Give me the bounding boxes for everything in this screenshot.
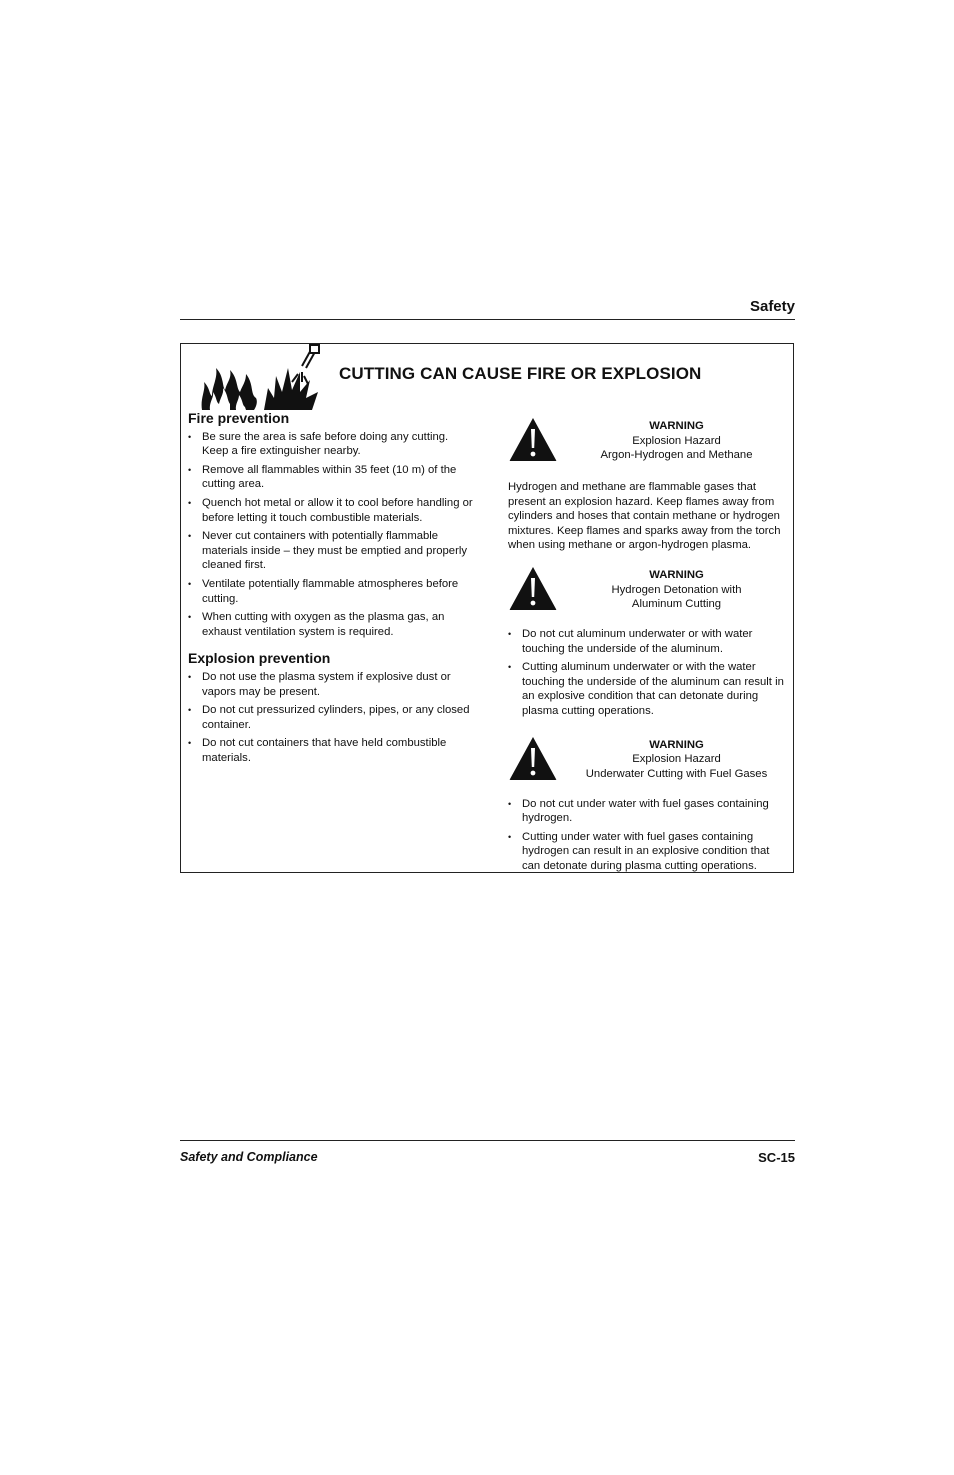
warning-line: Explosion Hazard (632, 753, 721, 766)
list-item: • Ventilate potentially flammable atmospheres before cutting. (188, 577, 473, 606)
list-item: • Do not cut under water with fuel gases containing hydrogen. (508, 797, 790, 826)
box-title: CUTTING CAN CAUSE FIRE OR EXPLOSION (339, 364, 702, 383)
list-item: • Remove all flammables within 35 feet (10 m) of the cutting area. (188, 463, 473, 492)
right-column (508, 416, 790, 878)
footer-title: Safety and Compliance (180, 1150, 318, 1164)
warning-block (508, 735, 790, 783)
footer-divider (180, 1140, 795, 1141)
list-item: • Do not cut pressurized cylinders, pipes, or any closed container. (188, 703, 473, 732)
warning-title: WARNING (649, 420, 704, 432)
warning-paragraph: Hydrogen and methane are flammable gases that present an explosion hazard. Keep flames away from cylinders and hoses that contain methane or hydrogen mixtures. Keep flames and sparks away from the torch when using methane or argon-hydrogen plasma. (508, 481, 781, 552)
warning-list (508, 797, 790, 874)
list-item: • Cutting aluminum underwater or with the water touching the underside of the aluminum can result in an explosive condition that can detonate during plasma cutting operations. (508, 660, 790, 718)
warning-triangle-icon (508, 565, 558, 611)
list-item: • When cutting with oxygen as the plasma gas, an exhaust ventilation system is required. (188, 610, 473, 639)
list-item: • Cutting under water with fuel gases containing hydrogen can result in an explosive condition that can detonate during plasma cutting operations. (508, 830, 790, 874)
page-number: SC-15 (758, 1150, 795, 1165)
warning-title: WARNING (649, 568, 704, 581)
section-title: Safety (749, 298, 795, 315)
warning-title: WARNING (649, 738, 704, 751)
list-item: • Be sure the area is safe before doing any cutting. Keep a fire extinguisher nearby. (188, 430, 473, 459)
warning-triangle-icon (508, 416, 558, 462)
list-item: • Do not use the plasma system if explosive dust or vapors may be present. (188, 670, 473, 699)
left-column (188, 411, 473, 769)
warning-block (508, 565, 790, 613)
explosion-icon (262, 344, 322, 410)
warning-block (508, 416, 790, 464)
list-item: • Do not cut aluminum underwater or with water touching the underside of the aluminum. (508, 627, 790, 656)
list-item: • Never cut containers with potentially flammable materials inside – they must be emptied and properly cleaned first. (188, 529, 473, 573)
explosion-prevention-list (188, 670, 473, 766)
warning-line: Argon-Hydrogen and Methane (600, 449, 753, 462)
warning-line: Aluminum Cutting (631, 598, 722, 611)
warning-line: Explosion Hazard (632, 434, 721, 447)
fire-icon (200, 360, 258, 410)
warning-line: Underwater Cutting with Fuel Gases (585, 767, 768, 780)
list-item: • Do not cut containers that have held combustible materials. (188, 736, 473, 765)
fire-prevention-list (188, 430, 473, 640)
warning-list (508, 627, 790, 719)
fire-prevention-heading: Fire prevention (188, 410, 290, 426)
header-divider (180, 319, 795, 320)
warning-triangle-icon (508, 735, 558, 781)
warning-line: Hydrogen Detonation with (611, 583, 742, 596)
list-item: • Quench hot metal or allow it to cool before handling or before letting it touch combustible materials. (188, 496, 473, 525)
explosion-prevention-heading: Explosion prevention (188, 650, 331, 667)
